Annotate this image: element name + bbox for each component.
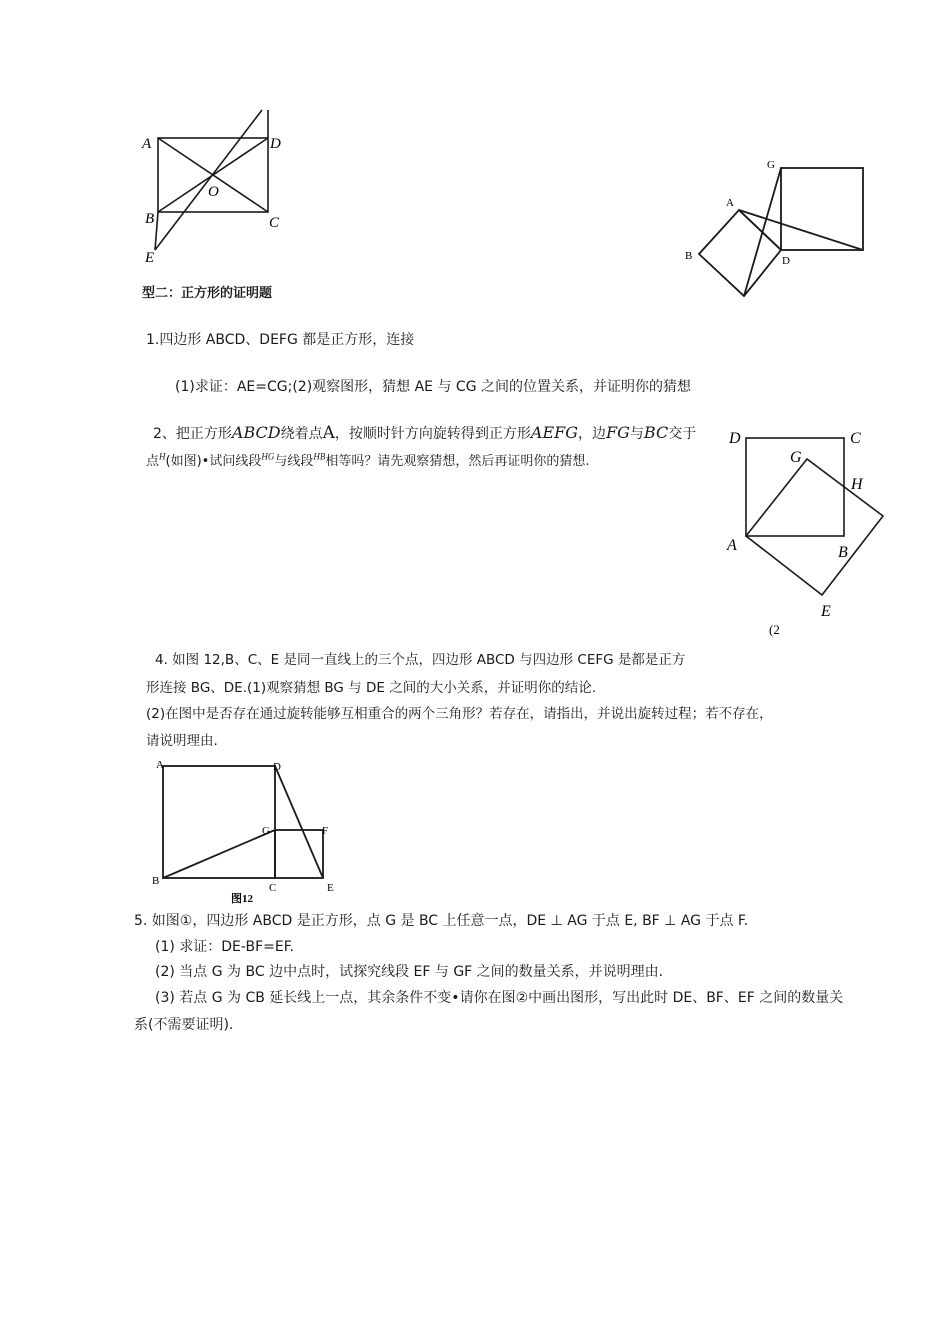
fig4-caption: 图12 (231, 893, 253, 905)
q4-line1-clip (155, 648, 715, 668)
square-cefg-small (275, 830, 323, 878)
fig1-label-b: B (145, 211, 155, 227)
figure-two-squares (699, 168, 863, 296)
q4-line4-clip (146, 729, 246, 749)
fig3-label-e: E (821, 603, 831, 620)
q4-line4: 请说明理由. (146, 733, 218, 749)
fig1-label-a: A (142, 136, 152, 152)
q4-line1: 4. 如图 12,B、C、E 是同一直线上的三个点，四边形 ABCD 与四边形 CEFG 是都是正方 (155, 652, 686, 668)
fig3-label-c: C (850, 430, 861, 447)
q2-text-c: ，按顺时针方向旋转得到正方形 (334, 426, 531, 442)
fig2-label-g: G (767, 159, 775, 171)
line-e-through-o (155, 110, 262, 250)
fig3-caption: (2 (769, 622, 780, 637)
fig3-label-h: H (851, 476, 863, 493)
q1-line2-clip (175, 376, 715, 395)
q2-point-a: A (322, 423, 335, 443)
q2-square-abcd: ABCD (231, 423, 281, 442)
q2-text-g: 点 (146, 454, 160, 469)
fig4-label-e: E (327, 882, 334, 894)
q2-text-j: 相等吗？请先观察猜想，然后再证明你的猜想. (325, 454, 590, 469)
fig4-label-c: C (269, 882, 277, 894)
q5-line3: (2) 当点 G 为 BC 边中点时，试探究线段 EF 与 GF 之间的数量关系，并说明理由. (155, 964, 664, 980)
square-abcd-large (163, 766, 275, 878)
q5-line2: (1) 求证：DE-BF=EF. (155, 939, 294, 955)
q2-text-b: 绕着点 (280, 426, 323, 442)
fig3-label-a: A (727, 537, 737, 554)
section-title: 型二：正方形的证明题 (142, 286, 273, 301)
square-abcd-tilted (699, 210, 781, 296)
q2-text-d: ，边 (578, 426, 607, 442)
segment-bg (163, 830, 275, 878)
fig2-label-a: A (726, 197, 734, 209)
fig4-label-b: B (152, 875, 160, 887)
q5-line1: 5. 如图①，四边形 ABCD 是正方形，点 G 是 BC 上任意一点，DE ⊥ AG 于点 E, BF ⊥ AG 于点 F. (134, 913, 749, 929)
fig2-label-d: D (782, 255, 790, 267)
q2-seg-hb: HB (313, 451, 326, 462)
q2-square-aefg: AEFG (530, 423, 579, 442)
q5-line4: (3) 若点 G 为 CB 延长线上一点，其余条件不变•请你在图②中画出图形，写出此时 DE、BF、EF 之间的数量关 (155, 990, 844, 1006)
segment-ae (739, 210, 863, 250)
q2-text-a: 2、把正方形 (153, 426, 232, 442)
segment-be (155, 212, 158, 250)
figure-12 (163, 766, 323, 878)
q2-line1 (153, 423, 696, 443)
fig3-label-g: G (790, 449, 802, 466)
fig1-label-o: O (208, 184, 219, 200)
q2-seg-hg: HG (261, 451, 275, 462)
q2-side-fg: FG (606, 423, 630, 442)
fig4-label-d: D (273, 761, 281, 773)
fig4-label-f: F (322, 825, 329, 837)
fig1-label-e: E (145, 250, 155, 266)
fig2-label-b: B (685, 250, 693, 262)
q1-line2: (1)求证：AE=CG;(2)观察图形，猜想 AE 与 CG 之间的位置关系，并证明你的猜想 (175, 379, 692, 395)
q4-line2: 形连接 BG、DE.(1)观察猜想 BG 与 DE 之间的大小关系，并证明你的结论. (146, 680, 596, 696)
q2-point-h: H (159, 451, 166, 462)
figure-1-lines (155, 110, 268, 250)
q4-line3: (2)在图中是否存在通过旋转能够互相重合的两个三角形？若存在，请指出，并说出旋转过程；若不存在， (146, 706, 773, 722)
q2-line2 (146, 450, 589, 469)
fig4-label-a: A (156, 759, 164, 771)
figure-rotated-squares (746, 438, 883, 595)
q5-line5: 系(不需要证明). (134, 1017, 234, 1033)
q1-line1-clip (146, 329, 566, 348)
fig1-label-c: C (269, 215, 280, 231)
segment-de (275, 766, 323, 878)
q2-text-f: 交于 (668, 426, 697, 442)
fig4-label-g: G (262, 825, 270, 837)
q2-text-h: (如图)•试问线段 (165, 454, 262, 469)
q2-text-i: 与线段 (274, 454, 314, 469)
fig3-label-b: B (838, 544, 848, 561)
fig3-label-d: D (729, 430, 741, 447)
q2-text-e: 与 (629, 426, 644, 442)
q1-line1: 1.四边形 ABCD、DEFG 都是正方形，连接 (146, 332, 415, 348)
q2-side-bc: BC (643, 423, 669, 442)
fig1-label-d: D (270, 136, 281, 152)
